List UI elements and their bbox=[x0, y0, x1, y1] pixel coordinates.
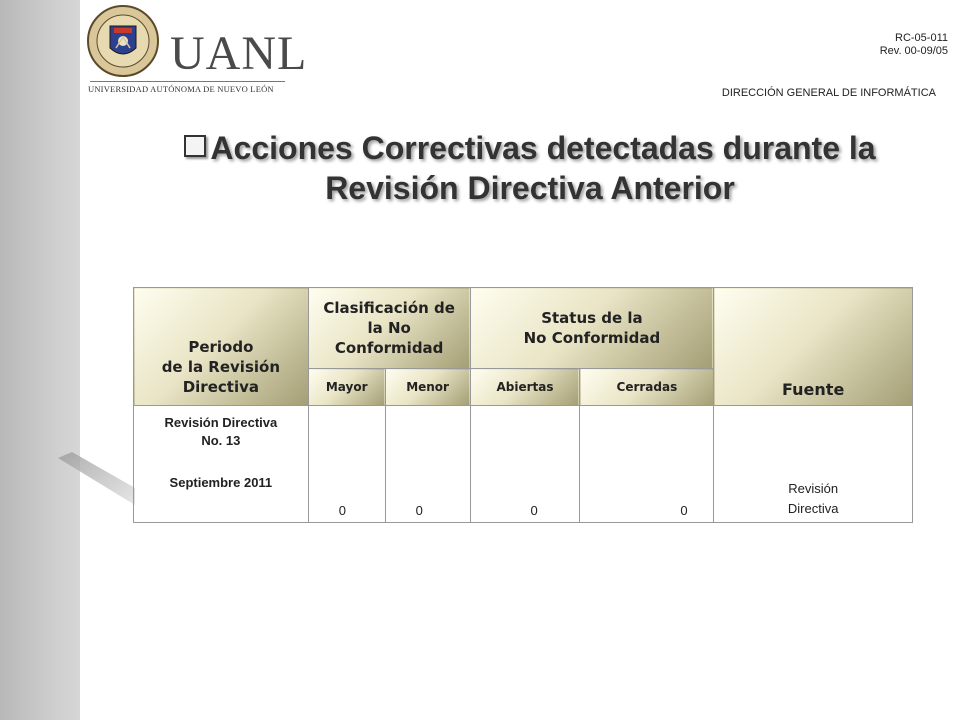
university-seal-icon bbox=[86, 4, 160, 78]
header-cerradas: Cerradas bbox=[580, 369, 714, 406]
title-line-2: Revisión Directiva Anterior bbox=[325, 170, 735, 206]
corrective-actions-table bbox=[133, 287, 913, 523]
uanl-logo-text: UANL bbox=[170, 27, 308, 80]
department-name: DIRECCIÓN GENERAL DE INFORMÁTICA bbox=[721, 87, 936, 99]
doc-code-number: RC-05-011 bbox=[895, 32, 948, 44]
header-periodo: Periodo de la Revisión Directiva bbox=[134, 288, 309, 406]
header-mayor: Mayor bbox=[308, 369, 385, 406]
header-abiertas: Abiertas bbox=[470, 369, 580, 406]
left-decor-bar bbox=[0, 0, 80, 720]
header-status: Status de la No Conformidad bbox=[470, 288, 714, 369]
header-fuente: Fuente bbox=[714, 288, 913, 406]
header-clasificacion: Clasificación de la No Conformidad bbox=[308, 288, 470, 369]
doc-revision: Rev. 00-09/05 bbox=[879, 45, 948, 57]
page-title bbox=[140, 128, 920, 208]
checkbox-bullet-icon bbox=[184, 135, 206, 157]
logo-divider bbox=[90, 81, 285, 82]
title-line-1: Acciones Correctivas detectadas durante la bbox=[210, 130, 876, 166]
cell-periodo: Revisión Directiva No. 13 Septiembre 2011 bbox=[134, 406, 309, 523]
cell-abiertas: 0 bbox=[470, 406, 580, 523]
cell-cerradas: 0 bbox=[580, 406, 714, 523]
header-menor: Menor bbox=[385, 369, 470, 406]
table-row bbox=[134, 406, 913, 523]
university-name: UNIVERSIDAD AUTÓNOMA DE NUEVO LEÓN bbox=[88, 84, 274, 94]
cell-mayor: 0 bbox=[308, 406, 385, 523]
document-code bbox=[880, 32, 948, 58]
cell-fuente: Revisión Directiva bbox=[714, 406, 913, 523]
cell-menor: 0 bbox=[385, 406, 470, 523]
